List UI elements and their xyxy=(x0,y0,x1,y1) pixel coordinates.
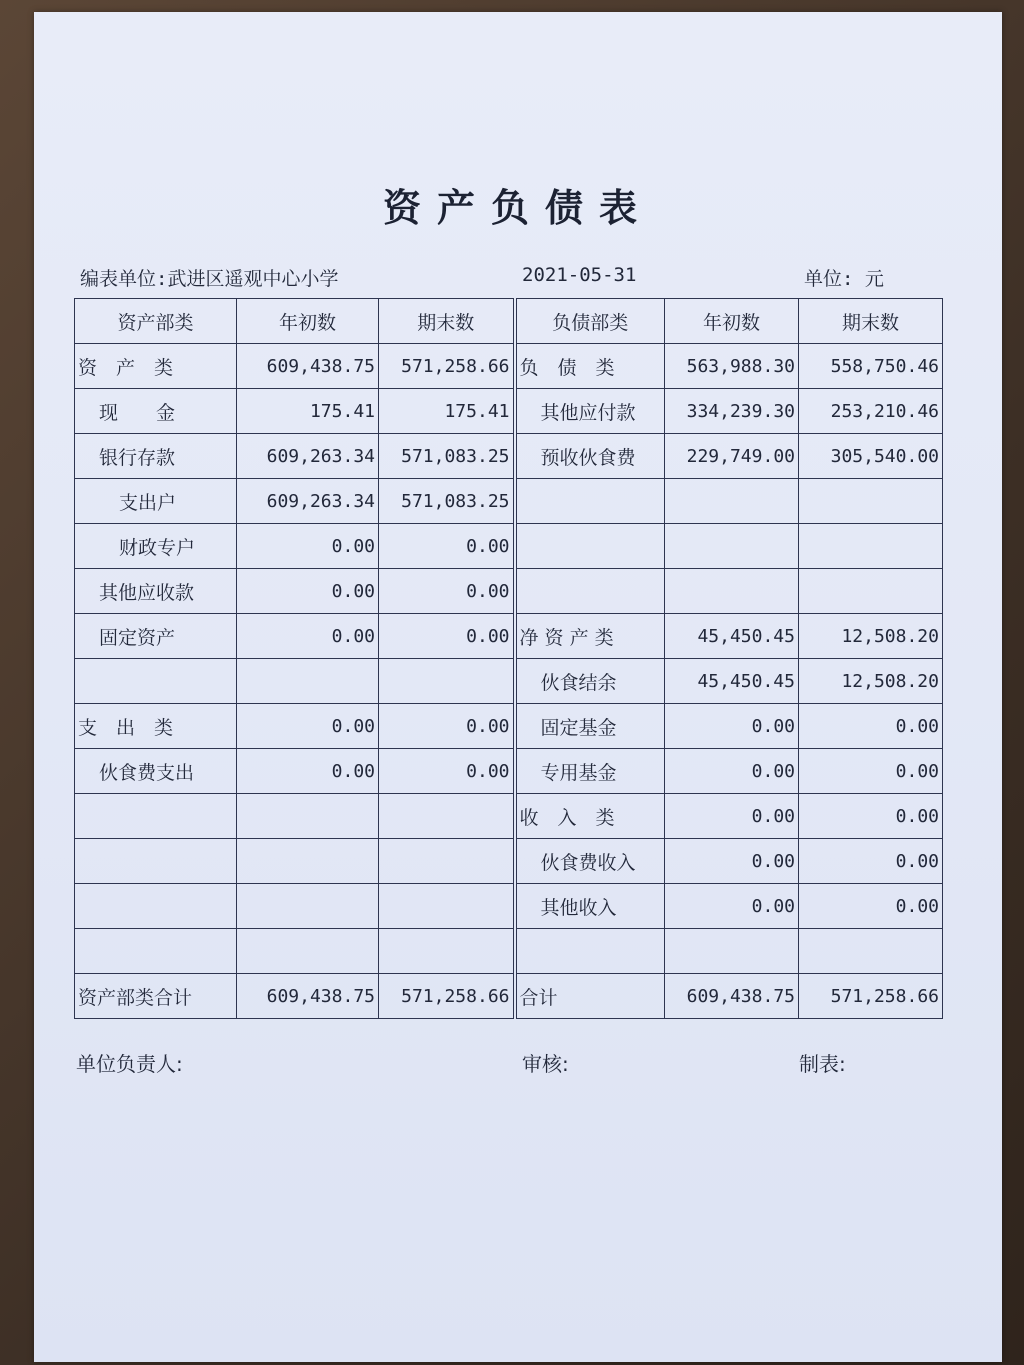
asset-begin-value: 0.00 xyxy=(237,614,379,659)
liability-end-value: 12,508.20 xyxy=(799,659,943,704)
liability-begin-value: 0.00 xyxy=(665,749,799,794)
asset-end-value xyxy=(379,794,515,839)
unit-label: 单位: 元 xyxy=(804,268,884,290)
table-row xyxy=(75,704,943,749)
liability-begin-value xyxy=(665,524,799,569)
liability-total-label: 合计 xyxy=(515,974,665,1019)
asset-end-value xyxy=(379,659,515,704)
asset-item-name xyxy=(75,884,237,929)
liability-item-name: 伙食费收入 xyxy=(515,839,665,884)
header-asset-begin: 年初数 xyxy=(237,299,379,344)
liability-end-value: 305,540.00 xyxy=(799,434,943,479)
table-row xyxy=(75,389,943,434)
header-liability-category: 负债部类 xyxy=(515,299,665,344)
liability-item-name: 专用基金 xyxy=(515,749,665,794)
asset-total-begin: 609,438.75 xyxy=(237,974,379,1019)
asset-end-value xyxy=(379,839,515,884)
asset-end-value: 0.00 xyxy=(379,569,515,614)
asset-item-name: 资 产 类 xyxy=(75,344,237,389)
asset-item-name xyxy=(75,794,237,839)
asset-end-value: 0.00 xyxy=(379,749,515,794)
table-row xyxy=(75,434,943,479)
table-row xyxy=(75,659,943,704)
liability-begin-value: 0.00 xyxy=(665,884,799,929)
balance-sheet-table xyxy=(74,298,943,1019)
liability-end-value: 12,508.20 xyxy=(799,614,943,659)
liability-item-name xyxy=(515,524,665,569)
liability-begin-value: 0.00 xyxy=(665,704,799,749)
asset-end-value xyxy=(379,884,515,929)
asset-begin-value xyxy=(237,659,379,704)
asset-item-name: 支出户 xyxy=(75,479,237,524)
asset-end-value: 571,083.25 xyxy=(379,434,515,479)
liability-item-name: 伙食结余 xyxy=(515,659,665,704)
liability-item-name xyxy=(515,929,665,974)
table-row xyxy=(75,929,943,974)
asset-begin-value: 175.41 xyxy=(237,389,379,434)
liability-item-name: 固定基金 xyxy=(515,704,665,749)
liability-begin-value: 0.00 xyxy=(665,794,799,839)
liability-end-value: 0.00 xyxy=(799,704,943,749)
asset-begin-value: 0.00 xyxy=(237,704,379,749)
liability-end-value: 558,750.46 xyxy=(799,344,943,389)
table-header-row xyxy=(75,299,943,344)
table-row xyxy=(75,344,943,389)
asset-begin-value xyxy=(237,794,379,839)
asset-item-name xyxy=(75,929,237,974)
liability-begin-value: 45,450.45 xyxy=(665,614,799,659)
asset-item-name: 财政专户 xyxy=(75,524,237,569)
header-liability-end: 期末数 xyxy=(799,299,943,344)
table-row xyxy=(75,794,943,839)
liability-begin-value: 45,450.45 xyxy=(665,659,799,704)
liability-begin-value: 0.00 xyxy=(665,839,799,884)
asset-end-value: 175.41 xyxy=(379,389,515,434)
asset-begin-value: 0.00 xyxy=(237,524,379,569)
liability-item-name: 净 资 产 类 xyxy=(515,614,665,659)
asset-item-name: 固定资产 xyxy=(75,614,237,659)
liability-end-value: 0.00 xyxy=(799,884,943,929)
asset-begin-value: 609,438.75 xyxy=(237,344,379,389)
asset-begin-value xyxy=(237,884,379,929)
asset-end-value: 0.00 xyxy=(379,524,515,569)
liability-end-value: 0.00 xyxy=(799,749,943,794)
table-row xyxy=(75,479,943,524)
preparer-label: 制表: xyxy=(799,1052,846,1076)
header-asset-category: 资产部类 xyxy=(75,299,237,344)
asset-item-name: 支 出 类 xyxy=(75,704,237,749)
table-row xyxy=(75,839,943,884)
header-asset-end: 期末数 xyxy=(379,299,515,344)
liability-item-name: 预收伙食费 xyxy=(515,434,665,479)
liability-item-name: 其他应付款 xyxy=(515,389,665,434)
asset-item-name: 其他应收款 xyxy=(75,569,237,614)
liability-begin-value xyxy=(665,929,799,974)
liability-end-value xyxy=(799,479,943,524)
asset-end-value: 0.00 xyxy=(379,614,515,659)
asset-item-name: 伙食费支出 xyxy=(75,749,237,794)
asset-end-value: 0.00 xyxy=(379,704,515,749)
asset-end-value xyxy=(379,929,515,974)
table-row xyxy=(75,614,943,659)
liability-begin-value xyxy=(665,569,799,614)
liability-total-end: 571,258.66 xyxy=(799,974,943,1019)
liability-item-name: 收 入 类 xyxy=(515,794,665,839)
liability-total-begin: 609,438.75 xyxy=(665,974,799,1019)
liability-end-value xyxy=(799,929,943,974)
table-row xyxy=(75,884,943,929)
org-label: 编表单位:武进区遥观中心小学 xyxy=(80,268,339,290)
asset-end-value: 571,083.25 xyxy=(379,479,515,524)
document-title: 资产负债表 xyxy=(382,185,653,230)
asset-begin-value xyxy=(237,839,379,884)
liability-item-name: 其他收入 xyxy=(515,884,665,929)
liability-item-name xyxy=(515,479,665,524)
asset-begin-value: 609,263.34 xyxy=(237,479,379,524)
liability-begin-value xyxy=(665,479,799,524)
liability-end-value: 253,210.46 xyxy=(799,389,943,434)
asset-total-label: 资产部类合计 xyxy=(75,974,237,1019)
asset-begin-value xyxy=(237,929,379,974)
table-row xyxy=(75,569,943,614)
report-date: 2021-05-31 xyxy=(522,264,637,286)
asset-begin-value: 609,263.34 xyxy=(237,434,379,479)
reviewer-label: 审核: xyxy=(522,1052,569,1076)
liability-item-name: 负 债 类 xyxy=(515,344,665,389)
liability-end-value xyxy=(799,569,943,614)
liability-end-value: 0.00 xyxy=(799,839,943,884)
asset-begin-value: 0.00 xyxy=(237,569,379,614)
liability-begin-value: 563,988.30 xyxy=(665,344,799,389)
totals-row xyxy=(75,974,943,1019)
table-row xyxy=(75,524,943,569)
liability-begin-value: 334,239.30 xyxy=(665,389,799,434)
liability-end-value: 0.00 xyxy=(799,794,943,839)
asset-item-name xyxy=(75,659,237,704)
header-liability-begin: 年初数 xyxy=(665,299,799,344)
asset-begin-value: 0.00 xyxy=(237,749,379,794)
responsible-person-label: 单位负责人: xyxy=(76,1052,183,1076)
liability-end-value xyxy=(799,524,943,569)
asset-total-end: 571,258.66 xyxy=(379,974,515,1019)
asset-item-name xyxy=(75,839,237,884)
asset-item-name: 银行存款 xyxy=(75,434,237,479)
asset-end-value: 571,258.66 xyxy=(379,344,515,389)
liability-item-name xyxy=(515,569,665,614)
liability-begin-value: 229,749.00 xyxy=(665,434,799,479)
asset-item-name: 现 金 xyxy=(75,389,237,434)
table-row xyxy=(75,749,943,794)
document-page xyxy=(34,12,1002,1362)
